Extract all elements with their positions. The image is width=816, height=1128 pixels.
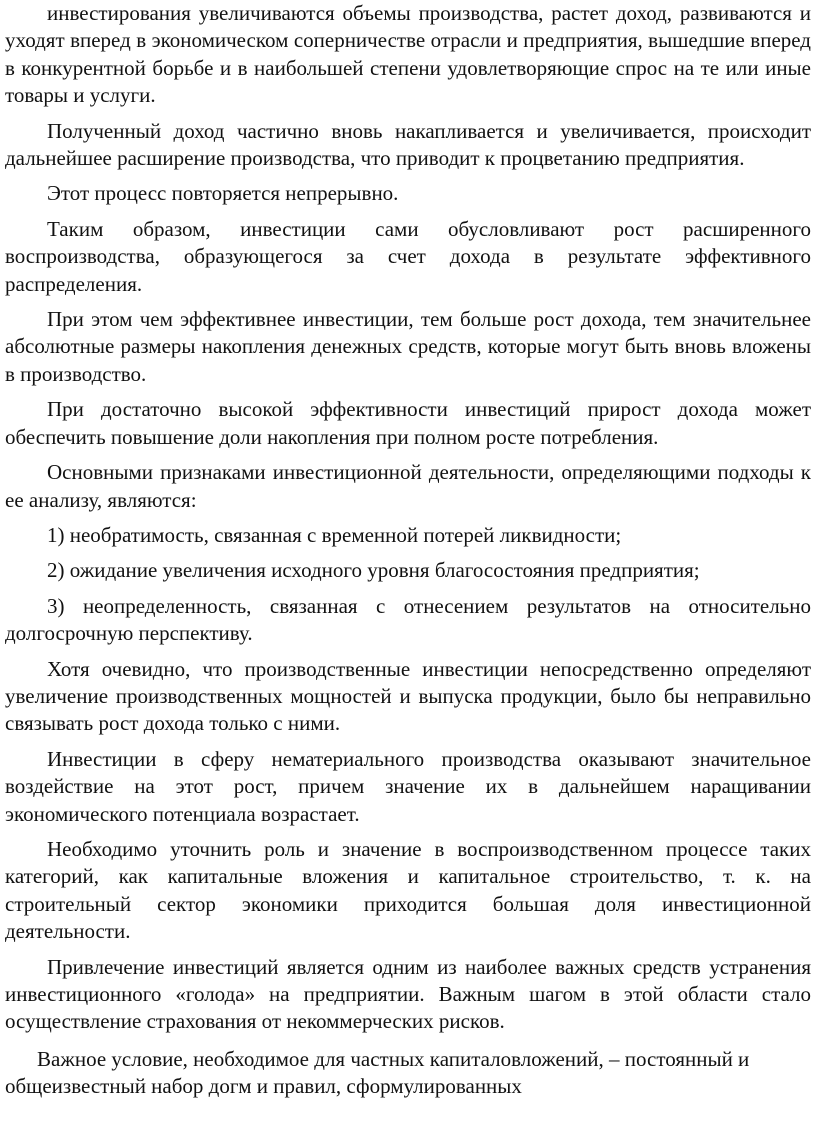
list-item-irreversibility: 1) необратимость, связанная с временной потерей ликвидности; <box>47 522 622 547</box>
list-item-expectation: 2) ожидание увеличения исходного уровня благосостояния предприятия; <box>47 558 700 583</box>
paragraph-efficiency: При этом чем эффективнее инвестиции, тем больше рост дохода, тем значительнее абсолютные размеры накопления денежных средств, которые могут быть вновь вложены в производство. <box>5 307 811 386</box>
paragraph-important-condition: Важное условие, необходимое для частных капиталовложений, – постоянный и общеизвестный набор догм и правил, сформулированных <box>5 1046 750 1099</box>
paragraph-income-accumulation: Полученный доход частично вновь накапливается и увеличивается, происходит дальнейшее расширение производства, что приводит к процветанию предприятия. <box>5 118 811 171</box>
document-page <box>5 0 811 1101</box>
list-item-uncertainty: 3) неопределенность, связанная с отнесением результатов на относительно долгосрочную перспективу. <box>5 593 811 646</box>
paragraph-investment-growth: Таким образом, инвестиции сами обусловливают рост расширенного воспроизводства, образующегося за счет дохода в результате эффективного распределения. <box>5 216 811 296</box>
paragraph-features-intro: Основными признаками инвестиционной деятельности, определяющими подходы к ее анализу, являются: <box>5 460 811 512</box>
paragraph-capital-construction: Необходимо уточнить роль и значение в воспроизводственном процессе таких категорий, как капитальные вложения и капитальное строительство, т. к. на строительный сектор экономики приходится большая доля инвестиционной деятельности. <box>5 836 811 944</box>
paragraph-intangible-investment: Инвестиции в сферу нематериального производства оказывают значительное воздействие на этот рост, причем значение их в дальнейшем наращивании экономического потенциала возрастает. <box>5 746 811 826</box>
paragraph-income-growth: При достаточно высокой эффективности инвестиций прирост дохода может обеспечить повышение доли накопления при полном росте потребления. <box>5 397 811 449</box>
paragraph-production-investment: Хотя очевидно, что производственные инвестиции непосредственно определяют увеличение производственных мощностей и выпуска продукции, было бы неправильно связывать рост дохода только с ними. <box>5 656 811 736</box>
paragraph-attracting-investment: Привлечение инвестиций является одним из наиболее важных средств устранения инвестиционного «голода» на предприятии. Важным шагом в этой области стало осуществление страхования от некоммерческих рисков. <box>5 954 811 1034</box>
paragraph-process-repeats: Этот процесс повторяется непрерывно. <box>47 181 399 206</box>
paragraph-continuation: инвестирования увеличиваются объемы производства, растет доход, развиваются и уходят вперед в экономическом соперничестве отрасли и предприятия, вышедшие вперед в конкурентной борьбе и в наибольшей степени удовлетворяющие спрос на те или иные товары и услуги. <box>5 1 811 108</box>
